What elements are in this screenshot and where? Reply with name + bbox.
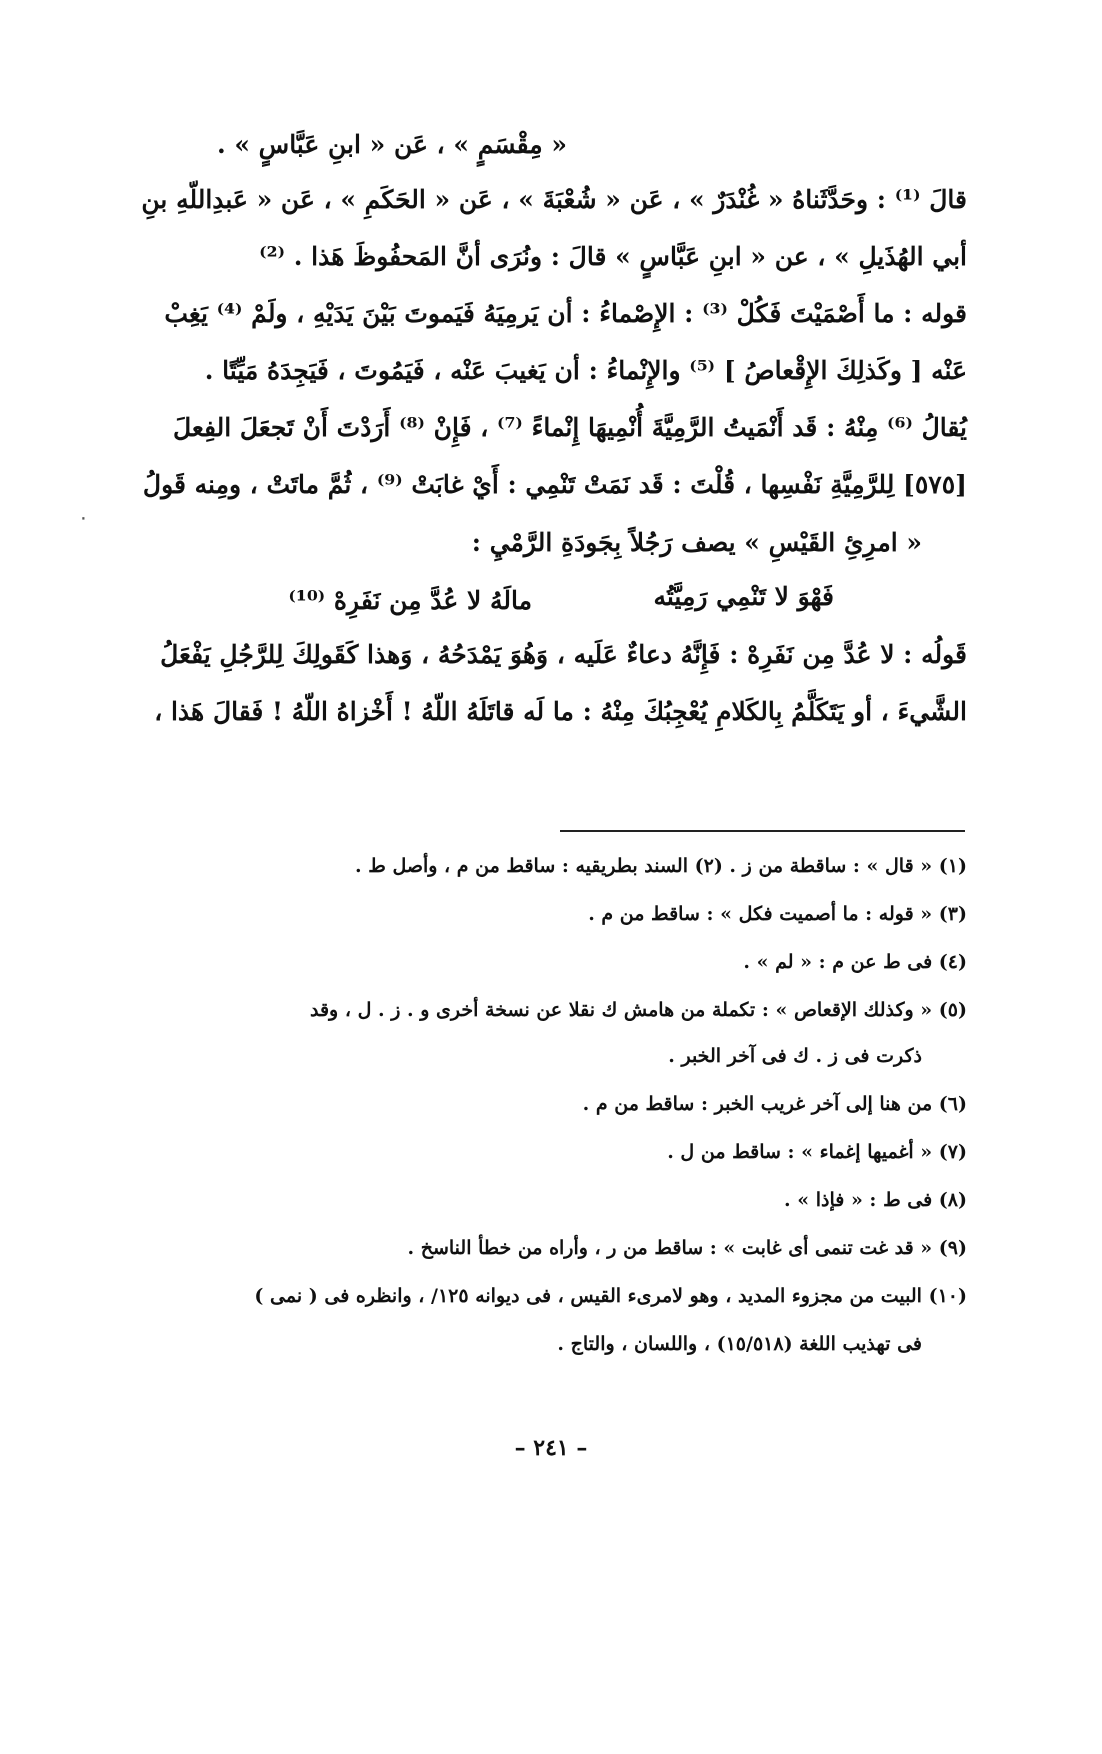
footnote-line-5: ذكرت فى ز . ك فى آخر الخبر . — [668, 1045, 922, 1067]
footnote-divider — [560, 830, 965, 832]
footnote-line-2: (٣) « قوله : ما أصميت فكل » : ساقط من م . — [588, 903, 967, 925]
verse-right-hemistich: فَهْوَ لا تَنْمِي رَمِيَّتُه — [653, 582, 834, 611]
footnote-line-3: (٤) فى ط عن م : « لم » . — [743, 951, 967, 973]
footnote-line-9: (٩) « قد غت تنمى أى غابت » : ساقط من ر ، وأراه من خطأ الناسخ . — [407, 1237, 967, 1259]
footnote-line-7: (٧) « أغميها إغماء » : ساقط من ل . — [667, 1141, 967, 1163]
margin-mark: ٠ — [78, 505, 89, 529]
footnote-line-11: فى تهذيب اللغة (١٥/٥١٨) ، واللسان ، والتاج . — [557, 1333, 922, 1355]
body-line-10: الشَّيءَ ، أو يَتَكَلَّمُ بِالكَلامِ يُعْجِبُكَ مِنْهُ : ما لَه قاتَلَهُ اللّهُ ! أَخْزاهُ اللّهُ ! فَقالَ هَذا ، — [154, 697, 967, 726]
footnote-line-10: (١٠) البيت من مجزوء المديد ، وهو لامرىء القيس ، فى ديوانه ١٢٥/ ، وانظره فى ( نمى ) — [254, 1285, 967, 1307]
body-line-9: قَولُه : لا عُدَّ مِن نَفَرِهْ : فَإِنَّهُ دعاءٌ عَلَيه ، وَهُوَ يَمْدَحُهُ ، وَهذا كَقَولِكَ لِلرَّجُلِ يَفْعَلُ — [160, 640, 967, 669]
body-line-5: عَنْه [ وكَذلِكَ الإِقْعاصُ ] ⁽⁵⁾ والإِنْماءُ : أن يَغيبَ عَنْه ، فَيَمُوتَ ، فَيَجِدَهُ مَيِّتًا . — [204, 356, 967, 385]
body-line-1: « مِقْسَمٍ » ، عَن « ابنِ عَبَّاسٍ » . — [216, 130, 567, 159]
body-line-4: قوله : ما أَصْمَيْتَ فَكُلْ ⁽³⁾ : الإِصْماءُ : أن يَرمِيَهُ فَيَموتَ بَيْنَ يَدَيْهِ ، ولَمْ ⁽⁴⁾ يَغِبْ — [164, 299, 967, 328]
body-line-7: [٥٧٥] لِلرَّمِيَّةِ نَفْسِها ، قُلْتَ : قَد نَمَتْ تَنْمِي : أَيْ غابَتْ ⁽⁹⁾ ، ثُمَّ ماتَتْ ، ومِنه قَولُ — [142, 470, 967, 499]
verse-left-hemistich: مالَهُ لا عُدَّ مِن نَفَرِهْ ⁽¹⁰⁾ — [288, 586, 532, 615]
footnote-line-1: (١) « قال » : ساقطة من ز . (٢) السند بطريقيه : ساقط من م ، وأصل ط . — [355, 855, 967, 877]
footnote-line-8: (٨) فى ط : « فإذا » . — [784, 1189, 967, 1211]
footnote-line-6: (٦) من هنا إلى آخر غريب الخبر : ساقط من م . — [582, 1093, 967, 1115]
body-line-3: أبي الهُذَيلِ » ، عن « ابنِ عَبَّاسٍ » قالَ : ونُرَى أنَّ المَحفُوظَ هَذا . ⁽²⁾ — [259, 242, 967, 271]
body-line-6: يُقالُ ⁽⁶⁾ مِنْهُ : قَد أَنْمَيتُ الرَّمِيَّةَ أُنْمِيهَا إِنْماءً ⁽⁷⁾ ، فَإِنْ ⁽⁸⁾ أَرَدْتَ أَنْ تَجعَلَ الفِعلَ — [172, 413, 967, 442]
footnote-line-4: (٥) « وكذلك الإقعاص » : تكملة من هامش ك نقلا عن نسخة أخرى و . ز . ل ، وقد — [310, 999, 967, 1021]
body-line-2: قالَ ⁽¹⁾ : وحَدَّثَناهُ « غُنْدَرٌ » ، عَن « شُعْبَةَ » ، عَن « الحَكَمِ » ، عَن « عَبدِاللّهِ بنِ — [141, 185, 967, 214]
body-line-8: « امرِئِ القَيْسِ » يصف رَجُلاً بِجَودَةِ الرَّمْيِ : — [471, 528, 922, 557]
page-number: – ٢٤١ – — [514, 1435, 588, 1461]
